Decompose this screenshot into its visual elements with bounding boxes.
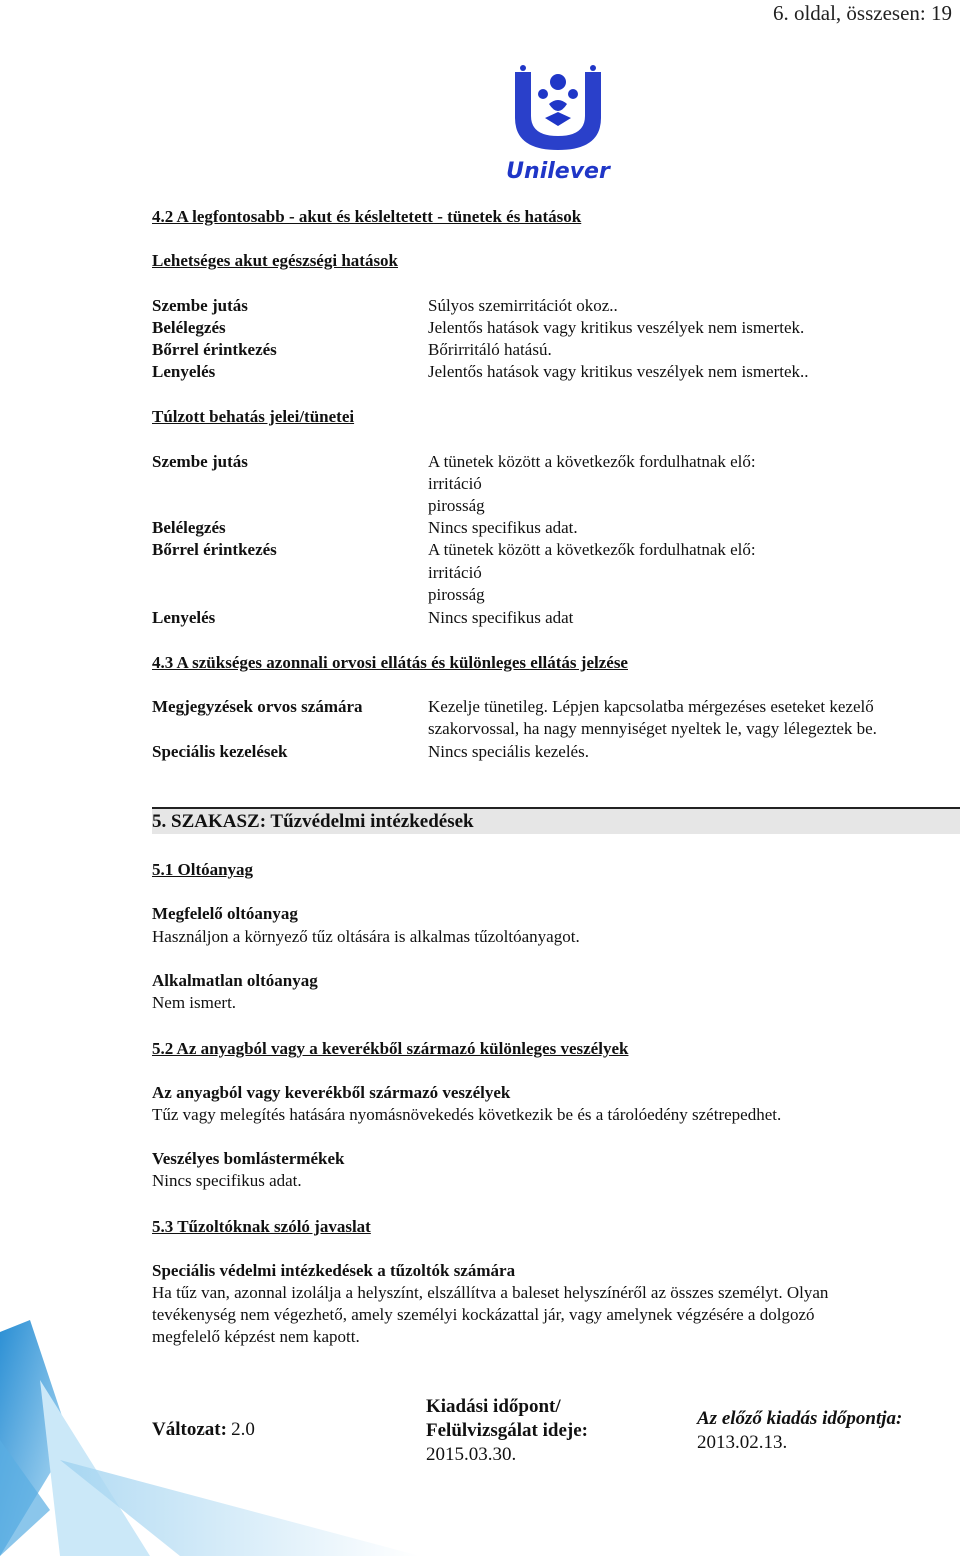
hazards-value: Tűz vagy melegítés hatására nyomásnövekedés következik be és a tárolóedény szétrepedhet. (152, 1105, 782, 1124)
acute-label-inhalation: Belélegzés (152, 318, 226, 337)
doctor-notes-line: Kezelje tünetileg. Lépjen kapcsolatba mérgezéses eseteket kezelő (428, 697, 874, 716)
page-number: 6. oldal, összesen: 19 (772, 1, 952, 25)
hazards-label: Az anyagból vagy keverékből származó veszélyek (152, 1083, 511, 1102)
version-value: 2.0 (231, 1419, 255, 1440)
issue-date-value: 2015.03.30. (426, 1444, 517, 1465)
over-label-inhalation: Belélegzés (152, 518, 226, 537)
doctor-notes-line: szakorvossal, ha nagy mennyiséget nyeltek le, vagy lélegeztek be. (428, 719, 877, 738)
previous-issue-value: 2013.02.13. (697, 1432, 788, 1453)
over-label-eye: Szembe jutás (152, 452, 248, 471)
issue-date-label-line2: Felülvizsgálat ideje: (426, 1420, 588, 1441)
section-5-title: 5. SZAKASZ: Tűzvédelmi intézkedések (152, 811, 474, 832)
unsuitable-media-value: Nem ismert. (152, 993, 237, 1012)
suitable-media-label: Megfelelő oltóanyag (152, 904, 298, 923)
acute-label-ingestion: Lenyelés (152, 362, 216, 381)
section-5-2-title: 5.2 Az anyagból vagy a keverékből származó különleges veszélyek (152, 1039, 629, 1058)
logo-wordmark: Unilever (506, 159, 610, 182)
firefighter-protection-line: Ha tűz van, azonnal izolálja a helyszínt, elszállítva a baleset helyszínéről az összes személyt. Olyan (152, 1283, 829, 1302)
acute-value-ingestion: Jelentős hatások vagy kritikus veszélyek nem ismertek.. (428, 362, 809, 381)
special-treatment-value: Nincs speciális kezelés. (428, 742, 589, 761)
acute-value-skin: Bőrirritáló hatású. (428, 340, 552, 359)
overexposure-heading: Túlzott behatás jelei/tünetei (152, 407, 355, 426)
acute-value-inhalation: Jelentős hatások vagy kritikus veszélyek nem ismertek. (428, 318, 805, 337)
over-value-line: A tünetek között a következők fordulhatnak elő: (428, 452, 756, 471)
section-4-3-title: 4.3 A szükséges azonnali orvosi ellátás és különleges ellátás jelzése (152, 653, 628, 672)
acute-label-skin: Bőrrel érintkezés (152, 340, 277, 359)
decomposition-label: Veszélyes bomlástermékek (152, 1149, 345, 1168)
version-label: Változat: (152, 1419, 227, 1440)
acute-value-eye: Súlyos szemirritációt okoz.. (428, 296, 618, 315)
unilever-logo (505, 64, 611, 182)
version-block (152, 1418, 255, 1442)
section-5-3-title: 5.3 Tűzoltóknak szóló javaslat (152, 1217, 371, 1236)
decomposition-value: Nincs specifikus adat. (152, 1171, 302, 1190)
over-value-line: irritáció (428, 474, 482, 493)
over-label-skin: Bőrrel érintkezés (152, 540, 277, 559)
suitable-media-value: Használjon a környező tűz oltására is alkalmas tűzoltóanyagot. (152, 927, 580, 946)
doctor-notes-label: Megjegyzések orvos számára (152, 697, 363, 716)
over-value-line: Nincs specifikus adat. (428, 518, 578, 537)
over-value-line: pirosság (428, 496, 485, 515)
firefighter-protection-label: Speciális védelmi intézkedések a tűzoltók számára (152, 1261, 516, 1280)
over-value-line: A tünetek között a következők fordulhatnak elő: (428, 540, 756, 559)
acute-effects-heading: Lehetséges akut egészségi hatások (152, 251, 399, 270)
firefighter-protection-line: tevékenység nem végezhető, amely személyi kockázattal jár, vagy amelynek végzésére a dolgozó (152, 1305, 815, 1324)
over-value-line: irritáció (428, 563, 482, 582)
firefighter-protection-line: megfelelő képzést nem kapott. (152, 1327, 360, 1346)
acute-label-eye: Szembe jutás (152, 296, 248, 315)
section-4-2-title: 4.2 A legfontosabb - akut és késleltetett - tünetek és hatások (152, 207, 582, 226)
over-value-line: Nincs specifikus adat (428, 608, 574, 627)
over-label-ingestion: Lenyelés (152, 608, 216, 627)
issue-date-label-line1: Kiadási időpont/ (426, 1396, 561, 1417)
previous-issue-label: Az előző kiadás időpontja: (697, 1408, 903, 1429)
section-5-1-title: 5.1 Oltóanyag (152, 860, 254, 879)
special-treatment-label: Speciális kezelések (152, 742, 288, 761)
unsuitable-media-label: Alkalmatlan oltóanyag (152, 971, 318, 990)
over-value-line: pirosság (428, 585, 485, 604)
